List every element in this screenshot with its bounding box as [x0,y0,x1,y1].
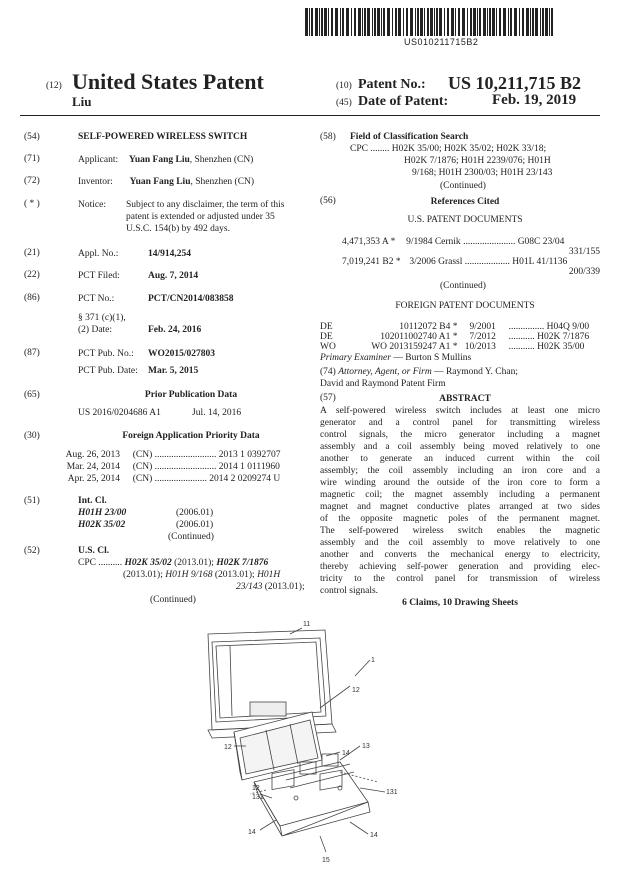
int-cl-year: (2006.01) [176,508,214,518]
foreign-doc-number: WO 2013159247 A1 [371,342,451,352]
abstract-line: assembly and the coil assembly to move relatively to one [320,538,600,548]
barcode-bar [362,8,363,36]
priority-dots: .......................... [154,462,217,472]
barcode-bar [364,8,366,36]
int-cl-continued: (Continued) [168,532,214,542]
abstract-line: magnet and magnet conductive plates arranged at two sides [320,502,600,512]
us-cl-class: H01H 9/168 [165,570,213,580]
barcode-bar [473,8,476,36]
priority-dots: ...................... [154,474,207,484]
barcode-bar [309,8,310,36]
barcode-bar [342,8,344,36]
barcode-bar [430,8,433,36]
priority-country: (CN) [132,450,153,460]
applicant-name: Yuan Fang Liu [128,155,190,165]
examiner-label: Primary Examiner [320,353,391,363]
us-cl-heading: U.S. Cl. [78,546,110,556]
s371-date: Feb. 24, 2016 [148,325,202,335]
ref-label-131: 131 [386,789,398,796]
barcode-bar [496,8,497,36]
inventor-name: Yuan Fang Liu [129,177,191,187]
ref-label-13: 13 [362,743,370,750]
abstract-line: wire winding around the outside of the iron core to form a [320,478,600,488]
field-continued: (Continued) [440,181,486,191]
barcode-bar [489,8,491,36]
us-cl-cpc-label: CPC .......... [78,558,123,568]
priority-date: Mar. 24, 2014 [66,462,120,472]
priority-date: Apr. 25, 2014 [67,474,120,484]
us-cl-text: (2013.01); [262,582,305,592]
us-doc-class: G08C 23/04 [517,237,565,247]
abstract-line: The self-powered wireless switch enables the magnetic [320,526,600,536]
code-52: (52) [24,546,40,556]
us-cl-line-2 [123,569,280,581]
patent-no-label: Patent No.: [358,77,426,92]
barcode-bar [420,8,423,36]
abstract-line: generator and a control panel for transmitting wireless [320,418,600,428]
priority-number: 2013 1 0392707 [218,450,281,460]
us-cl-line-1 [78,557,268,569]
barcode-bar [311,8,313,36]
foreign-doc-class: H04Q 9/00 [546,322,590,332]
code-71: (71) [24,154,40,164]
barcode-bar [398,8,401,36]
invention-title: SELF-POWERED WIRELESS SWITCH [78,132,248,142]
barcode-bar [324,8,327,36]
us-docs-heading: U.S. PATENT DOCUMENTS [407,215,523,225]
code-30: (30) [24,431,40,441]
barcode-bar [340,8,341,36]
foreign-doc-date: 10/2013 [464,342,496,352]
int-cl-heading: Int. Cl. [78,496,107,506]
pct-no-label: PCT No.: [78,294,115,304]
barcode-bar [519,8,520,36]
abstract-line: control signals, the micro generator including a magnet [320,430,600,440]
barcode-bar [377,8,380,36]
notice-line-2: patent is extended or adjusted under 35 [126,212,275,222]
barcode-bar [526,8,529,36]
barcode-graphic [305,8,557,36]
foreign-doc-country: DE [320,332,333,342]
code-58: (58) [320,132,336,142]
barcode-bar [455,8,456,36]
code-65: (65) [24,390,40,400]
code-21: (21) [24,248,40,258]
priority-date: Aug. 26, 2013 [65,450,120,460]
foreign-docs-heading: FOREIGN PATENT DOCUMENTS [395,301,535,311]
pct-pub-number: WO2015/027803 [148,349,216,359]
top-panel-part [208,630,336,738]
abstract-line: assembly and a coil assembly being moved relatively to one [320,442,600,452]
ref-label-1: 1 [371,657,375,664]
barcode-bar [335,8,338,36]
barcode-bar [403,8,404,36]
refs-continued: (Continued) [440,281,486,291]
code-74: (74) [320,367,336,377]
appl-number: 14/914,254 [148,249,192,259]
ref-label-12: 12 [224,744,232,751]
barcode-bar [439,8,442,36]
barcode-bar [483,8,486,36]
us-cl-text: (2013.01); [212,570,258,580]
foreign-doc-class: H02K 7/1876 [537,332,590,342]
barcode-bar [417,8,419,36]
code-22: (22) [24,270,40,280]
foreign-priority-heading: Foreign Application Priority Data [122,431,260,441]
barcode-bar [540,8,541,36]
priority-country: (CN) [132,462,153,472]
barcode-bar [451,8,454,36]
abstract-line: another and converts the mechanical energy to electricity, [320,550,600,560]
barcode-bar [479,8,481,36]
applicant-label: Applicant: [78,155,119,165]
attorney-row [320,366,518,378]
barcode-bar [331,8,333,36]
barcode-bar [383,8,385,36]
inventor-row [78,176,254,188]
foreign-doc-dots: ........... [508,342,535,352]
pct-pub-no-label: PCT Pub. No.: [78,349,134,359]
foreign-doc-number: 102011002740 A1 [380,332,451,342]
barcode-bar [530,8,531,36]
barcode-bar [499,8,501,36]
us-doc-date: 3/2006 [409,257,436,267]
prior-pub-date: Jul. 14, 2016 [192,408,242,418]
notice-label: Notice: [78,200,106,210]
us-cl-text: (2013.01); [123,570,166,580]
ref-label-131: 131 [252,794,264,801]
int-cl-class: H02K 35/02 [78,520,126,530]
abstract-line: A self-powered wireless switch includes at least one micro [320,406,600,416]
int-cl-year: (2006.01) [176,520,214,530]
barcode-bar [387,8,390,36]
examiner-name: Burton S Mullins [405,353,472,363]
barcode-bar [434,8,435,36]
doc-type-code: (12) [46,81,62,91]
pct-filed-date: Aug. 7, 2014 [148,271,199,281]
barcode-bar [514,8,517,36]
us-doc-number: 7,019,241 B2 [342,257,394,267]
barcode-bar [305,8,308,36]
priority-number: 2014 2 0209274 U [209,474,281,484]
patent-no-code: (10) [336,81,352,91]
abstract-line: tricity to the control panel for transmission of wireless [320,574,600,584]
barcode-bar [315,8,318,36]
barcode-bar [542,8,544,36]
barcode-bar [470,8,472,36]
inventor-label: Inventor: [78,177,113,187]
code-54: (54) [24,132,40,142]
abstract-line: control signals. [320,586,379,596]
attorney-sep: — [431,367,446,377]
s371-line2: (2) Date: [78,325,113,335]
us-cl-line-3 [236,581,305,593]
barcode-bar [551,8,553,36]
notice-line-1: Subject to any disclaimer, the term of this [126,200,285,210]
refs-heading: References Cited [430,197,500,207]
abstract-line: of the opposite magnetic poles of the permanent magnet. [320,514,600,524]
us-doc-dots: ................... [464,257,510,267]
ref-label-14: 14 [342,750,350,757]
attorney-firm: David and Raymond Patent Firm [320,379,446,389]
int-cl-class: H01H 23/00 [78,508,127,518]
priority-country: (CN) [132,474,153,484]
abstract-line: assembly; the coil assembly including an iron core and a [320,466,600,476]
barcode-bar [510,8,512,36]
code-notice: ( * ) [24,199,40,209]
notice-line-3: U.S.C. 154(b) by 492 days. [126,224,230,234]
us-cl-class: H02K 7/1876 [216,558,269,568]
code-57: (57) [320,393,336,403]
foreign-doc-dots: ........... [508,332,535,342]
ref-label-14: 14 [370,832,378,839]
barcode-bar [427,8,429,36]
patent-number: US 10,211,715 B2 [448,73,582,93]
barcode-bar [372,8,373,36]
patent-drawing [190,612,430,872]
code-72: (72) [24,176,40,186]
s371-line1: § 371 (c)(1), [78,313,126,323]
ref-label-14: 14 [248,829,256,836]
barcode-bar [392,8,393,36]
appl-label: Appl. No.: [78,249,119,259]
prior-pub-number: US 2016/0204686 A1 [78,408,161,418]
priority-dots: .......................... [154,450,217,460]
priority-row [58,473,280,485]
inventor-short: Liu [72,94,92,109]
pct-number: PCT/CN2014/083858 [148,294,234,304]
abstract-line: magnetic coil; the magnet assembly including a permanent [320,490,600,500]
code-56: (56) [320,196,336,206]
barcode-bar [374,8,376,36]
foreign-doc-country: DE [320,322,333,332]
ref-label-12: 12 [252,785,260,792]
barcode-bar [477,8,478,36]
us-doc-class2: 331/155 [568,247,600,257]
priority-row [58,461,280,473]
barcode-bar [508,8,509,36]
us-doc-star: * [390,237,396,247]
us-cl-class: H01H [257,570,281,580]
us-doc-star: * [395,257,401,267]
date-label: Date of Patent: [358,94,449,109]
barcode-bar [410,8,413,36]
us-doc-name: Grassl [438,257,463,267]
barcode-bar [346,8,349,36]
attorney-label: Attorney, Agent, or Firm [338,367,432,377]
foreign-doc-dots: ............... [508,322,545,332]
foreign-doc-star: * [452,322,458,332]
barcode-bar [487,8,488,36]
barcode-bar [436,8,438,36]
us-doc-class2: 200/339 [568,267,600,277]
foreign-doc-date: 9/2001 [469,322,496,332]
field-line-3: 9/168; H01H 2300/03; H01H 23/143 [412,168,553,178]
patent-date: Feb. 19, 2019 [492,92,577,108]
priority-number: 2014 1 0111960 [218,462,280,472]
us-cl-continued: (Continued) [150,595,196,605]
us-cl-class: 23/143 [236,582,263,592]
foreign-doc-star: * [452,332,458,342]
field-heading: Field of Classification Search [350,132,469,142]
barcode-bar [549,8,550,36]
applicant-row [78,154,253,166]
barcode-bar [522,8,524,36]
barcode-bar [535,8,538,36]
barcode-bar [462,8,465,36]
doc-type-title: United States Patent [72,69,264,94]
pct-filed-label: PCT Filed: [78,271,120,281]
code-51: (51) [24,496,40,506]
us-doc-class: H01L 41/1136 [512,257,568,267]
examiner-row [320,352,471,364]
inventor-place: , Shenzhen (CN) [190,177,255,187]
claims-summary: 6 Claims, 10 Drawing Sheets [402,598,518,608]
field-line-1: CPC ........ H02K 35/00; H02K 35/02; H02K 33/18; [350,144,547,154]
barcode-bar [351,8,352,36]
applicant-place: , Shenzhen (CN) [189,155,254,165]
ref-label-15: 15 [322,857,330,864]
barcode-bar [395,8,397,36]
barcode-bar [321,8,323,36]
barcode-bar [447,8,449,36]
barcode-bar [458,8,460,36]
abstract-line: another to generate an induced current within the coil [320,454,600,464]
header-rule [20,115,600,116]
us-doc-dots: ...................... [463,237,516,247]
barcode-bar [424,8,425,36]
us-doc-name: Cernik [434,237,461,247]
abstract-text [320,405,600,597]
barcode [305,8,557,36]
code-87: (87) [24,348,40,358]
foreign-doc-date: 7/2012 [469,332,496,342]
barcode-bar [358,8,361,36]
foreign-doc-class: H02K 35/00 [537,342,585,352]
abstract-heading: ABSTRACT [439,394,491,404]
ref-label-12: 12 [352,687,360,694]
date-code: (45) [336,98,352,108]
barcode-bar [503,8,506,36]
foreign-doc-star: * [452,342,458,352]
barcode-bar [319,8,320,36]
pct-pub-date-label: PCT Pub. Date: [78,366,138,376]
foreign-doc-country: WO [320,342,336,352]
pct-pub-date: Mar. 5, 2015 [148,366,199,376]
barcode-bar [532,8,534,36]
barcode-bar [545,8,548,36]
barcode-bar [328,8,329,36]
barcode-bar [406,8,408,36]
barcode-bar [492,8,495,36]
barcode-bar [467,8,468,36]
attorney-name: Raymond Y. Chan; [445,367,518,377]
barcode-bar [354,8,356,36]
barcode-text: US010211715B2 [404,37,479,47]
us-cl-class: H02K 35/02 [124,558,172,568]
examiner-sep: — [390,353,406,363]
us-cl-text: (2013.01); [171,558,217,568]
barcode-bar [367,8,370,36]
ref-label-11: 11 [303,621,311,628]
barcode-bar [444,8,445,36]
foreign-doc-number: 10112072 B4 [399,322,451,332]
prior-pub-heading: Prior Publication Data [144,390,238,400]
barcode-bar [415,8,416,36]
code-86: (86) [24,293,40,303]
us-doc-number: 4,471,353 A [342,237,389,247]
field-line-2: H02K 7/1876; H01H 2239/076; H01H [404,156,551,166]
us-doc-date: 9/1984 [406,237,433,247]
abstract-line: thereby achieving self-power generation and providing elec- [320,562,600,572]
barcode-bar [381,8,382,36]
priority-row [58,449,281,461]
